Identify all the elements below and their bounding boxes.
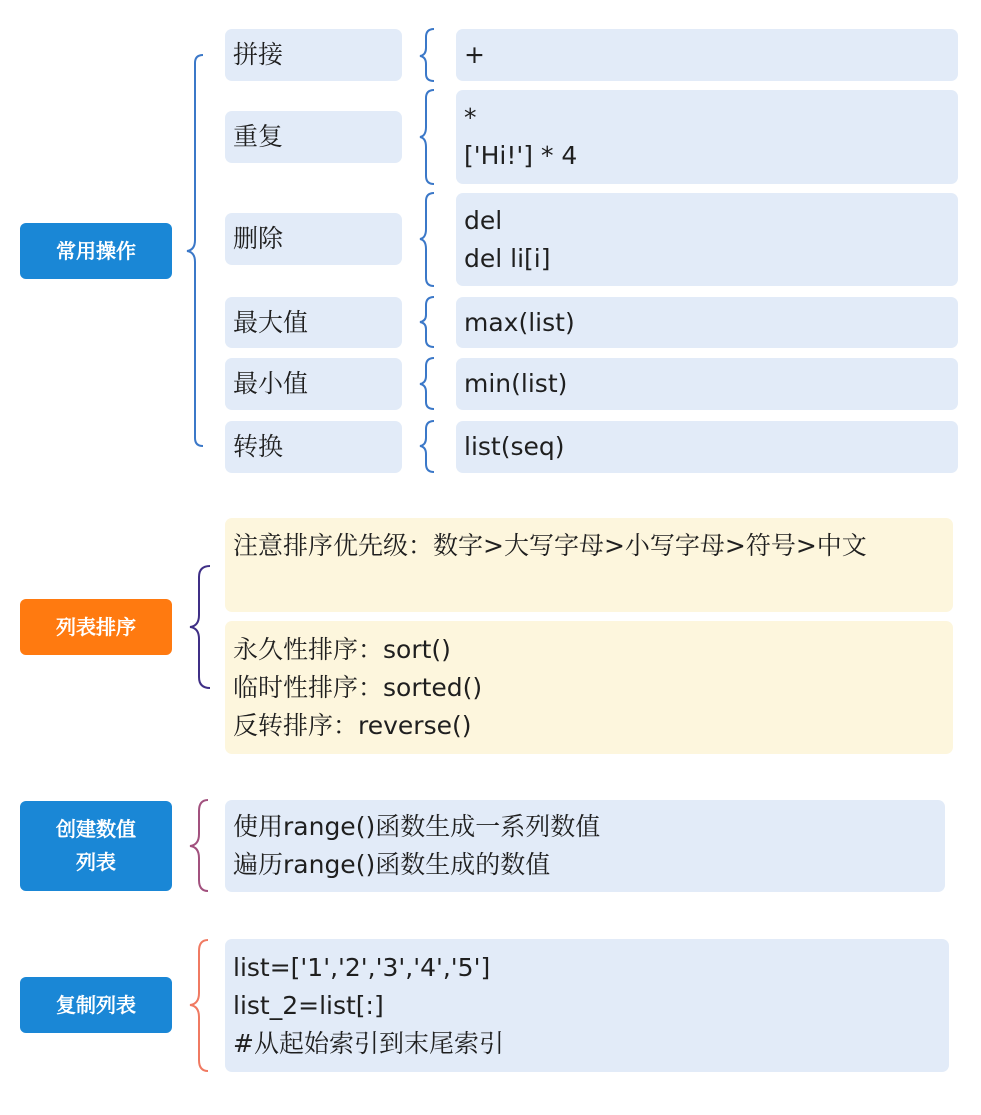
op-detail-min[interactable]: min(list) bbox=[456, 358, 958, 410]
op-node-repeat[interactable]: 重复 bbox=[225, 111, 402, 163]
brace-concat bbox=[420, 29, 434, 81]
op-detail-delete[interactable]: del del li[i] bbox=[456, 193, 958, 286]
note-sort-priority[interactable]: 注意排序优先级：数字>大写字母>小写字母>符号>中文 bbox=[225, 518, 953, 612]
root-node-numeric-list[interactable]: 创建数值 列表 bbox=[20, 801, 172, 891]
brace-common-ops bbox=[187, 55, 203, 446]
note-sort-methods[interactable]: 永久性排序：sort() 临时性排序：sorted() 反转排序：reverse() bbox=[225, 621, 953, 754]
op-node-convert[interactable]: 转换 bbox=[225, 421, 402, 473]
op-detail-repeat[interactable]: * ['Hi!'] * 4 bbox=[456, 90, 958, 184]
brace-max bbox=[420, 297, 434, 347]
op-node-concat[interactable]: 拼接 bbox=[225, 29, 402, 81]
root-node-common-ops[interactable]: 常用操作 bbox=[20, 223, 172, 279]
op-detail-convert[interactable]: list(seq) bbox=[456, 421, 958, 473]
brace-numeric-list bbox=[190, 800, 208, 891]
brace-delete bbox=[420, 193, 434, 286]
op-node-min[interactable]: 最小值 bbox=[225, 358, 402, 410]
root-node-copy-list[interactable]: 复制列表 bbox=[20, 977, 172, 1033]
root-node-sorting[interactable]: 列表排序 bbox=[20, 599, 172, 655]
op-detail-max[interactable]: max(list) bbox=[456, 297, 958, 348]
op-detail-concat[interactable]: + bbox=[456, 29, 958, 81]
op-node-max[interactable]: 最大值 bbox=[225, 297, 402, 348]
brace-sorting bbox=[190, 566, 210, 688]
op-node-delete[interactable]: 删除 bbox=[225, 213, 402, 265]
brace-convert bbox=[420, 421, 434, 472]
brace-copy-list bbox=[190, 940, 208, 1071]
note-range-usage[interactable]: 使用range()函数生成一系列数值 遍历range()函数生成的数值 bbox=[225, 800, 945, 892]
brace-min bbox=[420, 358, 434, 409]
brace-repeat bbox=[420, 90, 434, 184]
note-copy-example[interactable]: list=['1','2','3','4','5'] list_2=list[:] #从起始索引到末尾索引 bbox=[225, 939, 949, 1072]
